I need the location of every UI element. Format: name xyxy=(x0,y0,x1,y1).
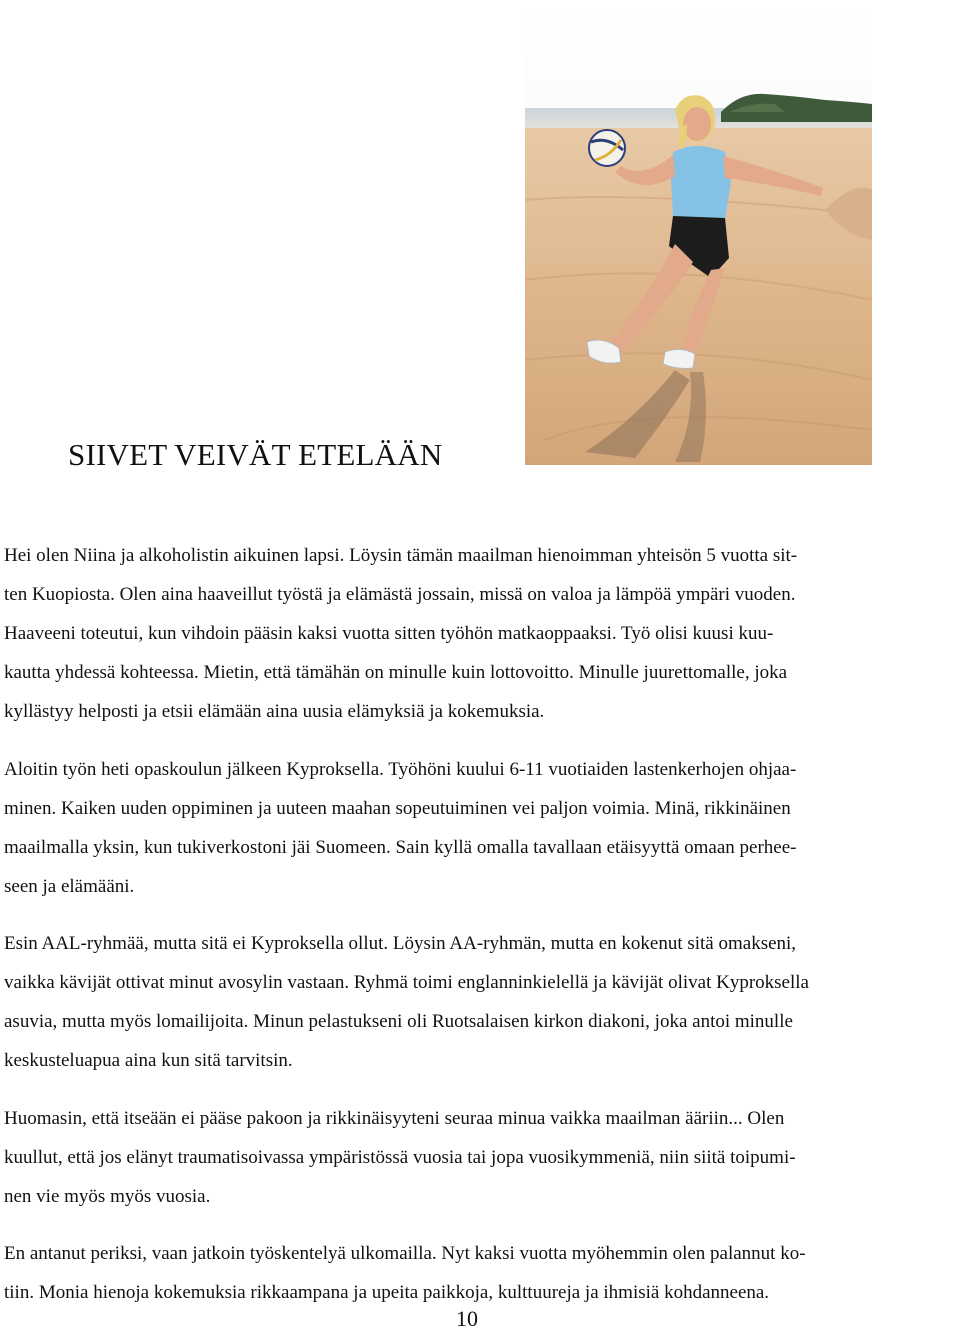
text-line: ten Kuopiosta. Olen aina haaveillut työstä ja elämästä jossain, missä on valoa ja lämpöä ympäri vuoden. xyxy=(4,584,796,605)
text-line: vaikka kävijät ottivat minut avosylin vastaan. Ryhmä toimi englanninkielellä ja kävijät olivat Kyproksella xyxy=(4,972,809,993)
text-line: kautta yhdessä kohteessa. Mietin, että tämähän on minulle kuin lottovoitto. Minulle juurettomalle, joka xyxy=(4,662,788,683)
text-line: minen. Kaiken uuden oppiminen ja uuteen maahan sopeutuiminen vei paljon voimia. Minä, rikkinäinen xyxy=(4,797,791,819)
text-line: En antanut periksi, vaan jatkoin työskentelyä ulkomailla. Nyt kaksi vuotta myöhemmin olen palannut ko- xyxy=(4,1243,806,1264)
paragraph xyxy=(4,924,956,1080)
article-title: SIIVET VEIVÄT ETELÄÄN xyxy=(68,437,443,472)
text-line: Hei olen Niina ja alkoholistin aikuinen lapsi. Löysin tämän maailman hienoimman yhteisön 5 vuotta sit- xyxy=(4,545,798,566)
paragraph xyxy=(4,750,956,906)
text-line: Esin AAL-ryhmää, mutta sitä ei Kyproksella ollut. Löysin AA-ryhmän, mutta en kokenut sitä omakseni, xyxy=(4,933,797,954)
text-line: keskusteluapua aina kun sitä tarvitsin. xyxy=(4,1050,293,1071)
text-line: Aloitin työn heti opaskoulun jälkeen Kyproksella. Työhöni kuului 6-11 vuotiaiden lastenkerhojen ohjaa- xyxy=(4,758,797,780)
text-line: kyllästyy helposti ja etsii elämään aina uusia elämyksiä ja kokemuksia. xyxy=(4,701,545,722)
text-line: Huomasin, että itseään ei pääse pakoon ja rikkinäisyyteni seuraa minua vaikka maailman ääriin... Olen xyxy=(4,1107,785,1129)
text-line: seen ja elämääni. xyxy=(4,875,135,897)
paragraph xyxy=(4,536,956,731)
text-line: Haaveeni toteutui, kun vihdoin pääsin kaksi vuotta sitten työhön matkaoppaaksi. Työ olisi kuusi kuu- xyxy=(4,623,774,644)
paragraph xyxy=(4,1234,956,1312)
article-body xyxy=(4,536,956,1331)
beach-volleyball-photo xyxy=(525,0,872,465)
beach-photo-illustration xyxy=(525,0,872,465)
text-line: tiin. Monia hienoja kokemuksia rikkaampana ja upeita paikkoja, kulttuureja ja ihmisiä kohdanneena. xyxy=(4,1282,770,1303)
text-line: kuullut, että jos elänyt traumatisoivassa ympäristössä vuosia tai jopa vuosikymmeniä, niin siitä toipumi- xyxy=(4,1146,796,1168)
text-line: asuvia, mutta myös lomailijoita. Minun pelastukseni oli Ruotsalaisen kirkon diakoni, joka antoi minulle xyxy=(4,1011,793,1032)
paragraph xyxy=(4,1099,956,1216)
page-number: 10 xyxy=(456,1306,478,1331)
text-line: maailmalla yksin, kun tukiverkostoni jäi Suomeen. Sain kyllä omalla tavallaan etäisyyttä omaan perhee- xyxy=(4,836,797,858)
text-line: nen vie myös myös vuosia. xyxy=(4,1185,211,1207)
